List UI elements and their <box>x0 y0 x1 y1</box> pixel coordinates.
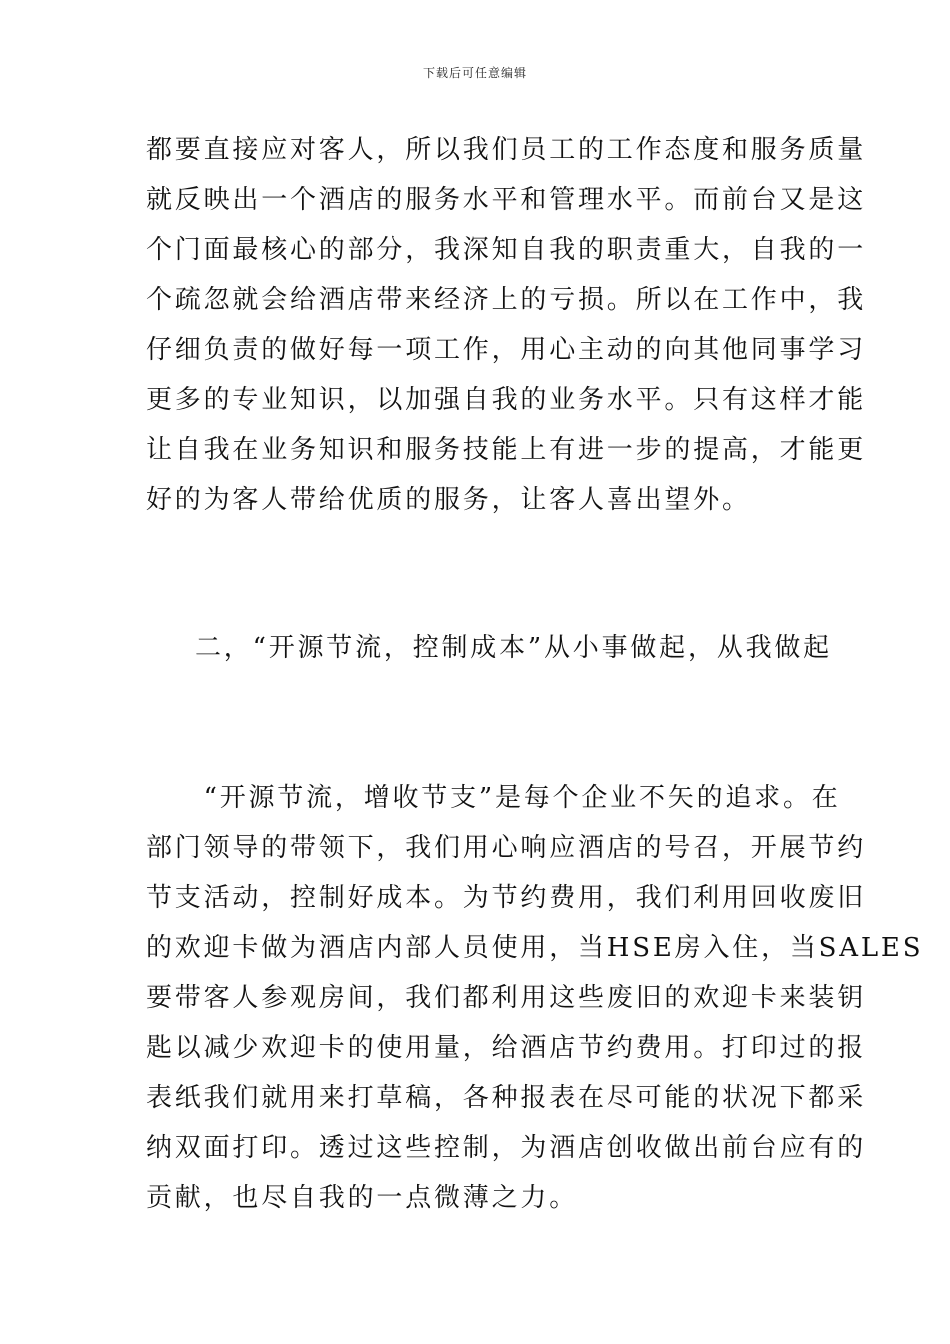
paragraph-line: 部门领导的带领下，我们用心响应酒店的号召，开展节约 <box>146 833 867 863</box>
paragraph-line: 都要直接应对客人，所以我们员工的工作态度和服务质量 <box>146 135 867 165</box>
paragraph-line: “开源节流，增收节支”是每个企业不矢的追求。在 <box>146 783 841 813</box>
paragraph-line: 让自我在业务知识和服务技能上有进一步的提高，才能更 <box>146 435 867 465</box>
paragraph-line: 就反映出一个酒店的服务水平和管理水平。而前台又是这 <box>146 185 867 215</box>
paragraph-line: 匙以减少欢迎卡的使用量，给酒店节约费用。打印过的报 <box>146 1033 867 1063</box>
paragraph-line: 仔细负责的做好每一项工作，用心主动的向其他同事学习 <box>146 335 867 365</box>
paragraph-line: 个门面最核心的部分，我深知自我的职责重大，自我的一 <box>146 235 867 265</box>
paragraph-line: 好的为客人带给优质的服务，让客人喜出望外。 <box>146 485 751 515</box>
paragraph-line: 要带客人参观房间，我们都利用这些废旧的欢迎卡来装钥 <box>146 983 867 1013</box>
paragraph-line: 表纸我们就用来打草稿，各种报表在尽可能的状况下都采 <box>146 1083 867 1113</box>
paragraph-line: 的欢迎卡做为酒店内部人员使用，当HSE房入住，当SALES <box>146 933 924 963</box>
paragraph-line: 更多的专业知识，以加强自我的业务水平。只有这样才能 <box>146 385 867 415</box>
section-heading: 二，“开源节流，控制成本”从小事做起，从我做起 <box>195 633 832 663</box>
paragraph-line: 个疏忽就会给酒店带来经济上的亏损。所以在工作中，我 <box>146 285 867 315</box>
paragraph-line: 纳双面打印。透过这些控制，为酒店创收做出前台应有的 <box>146 1133 867 1163</box>
paragraph-line: 贡献，也尽自我的一点微薄之力。 <box>146 1183 579 1213</box>
paragraph-line: 节支活动，控制好成本。为节约费用，我们利用回收废旧 <box>146 883 867 913</box>
page-header: 下载后可任意编辑 <box>422 66 527 80</box>
